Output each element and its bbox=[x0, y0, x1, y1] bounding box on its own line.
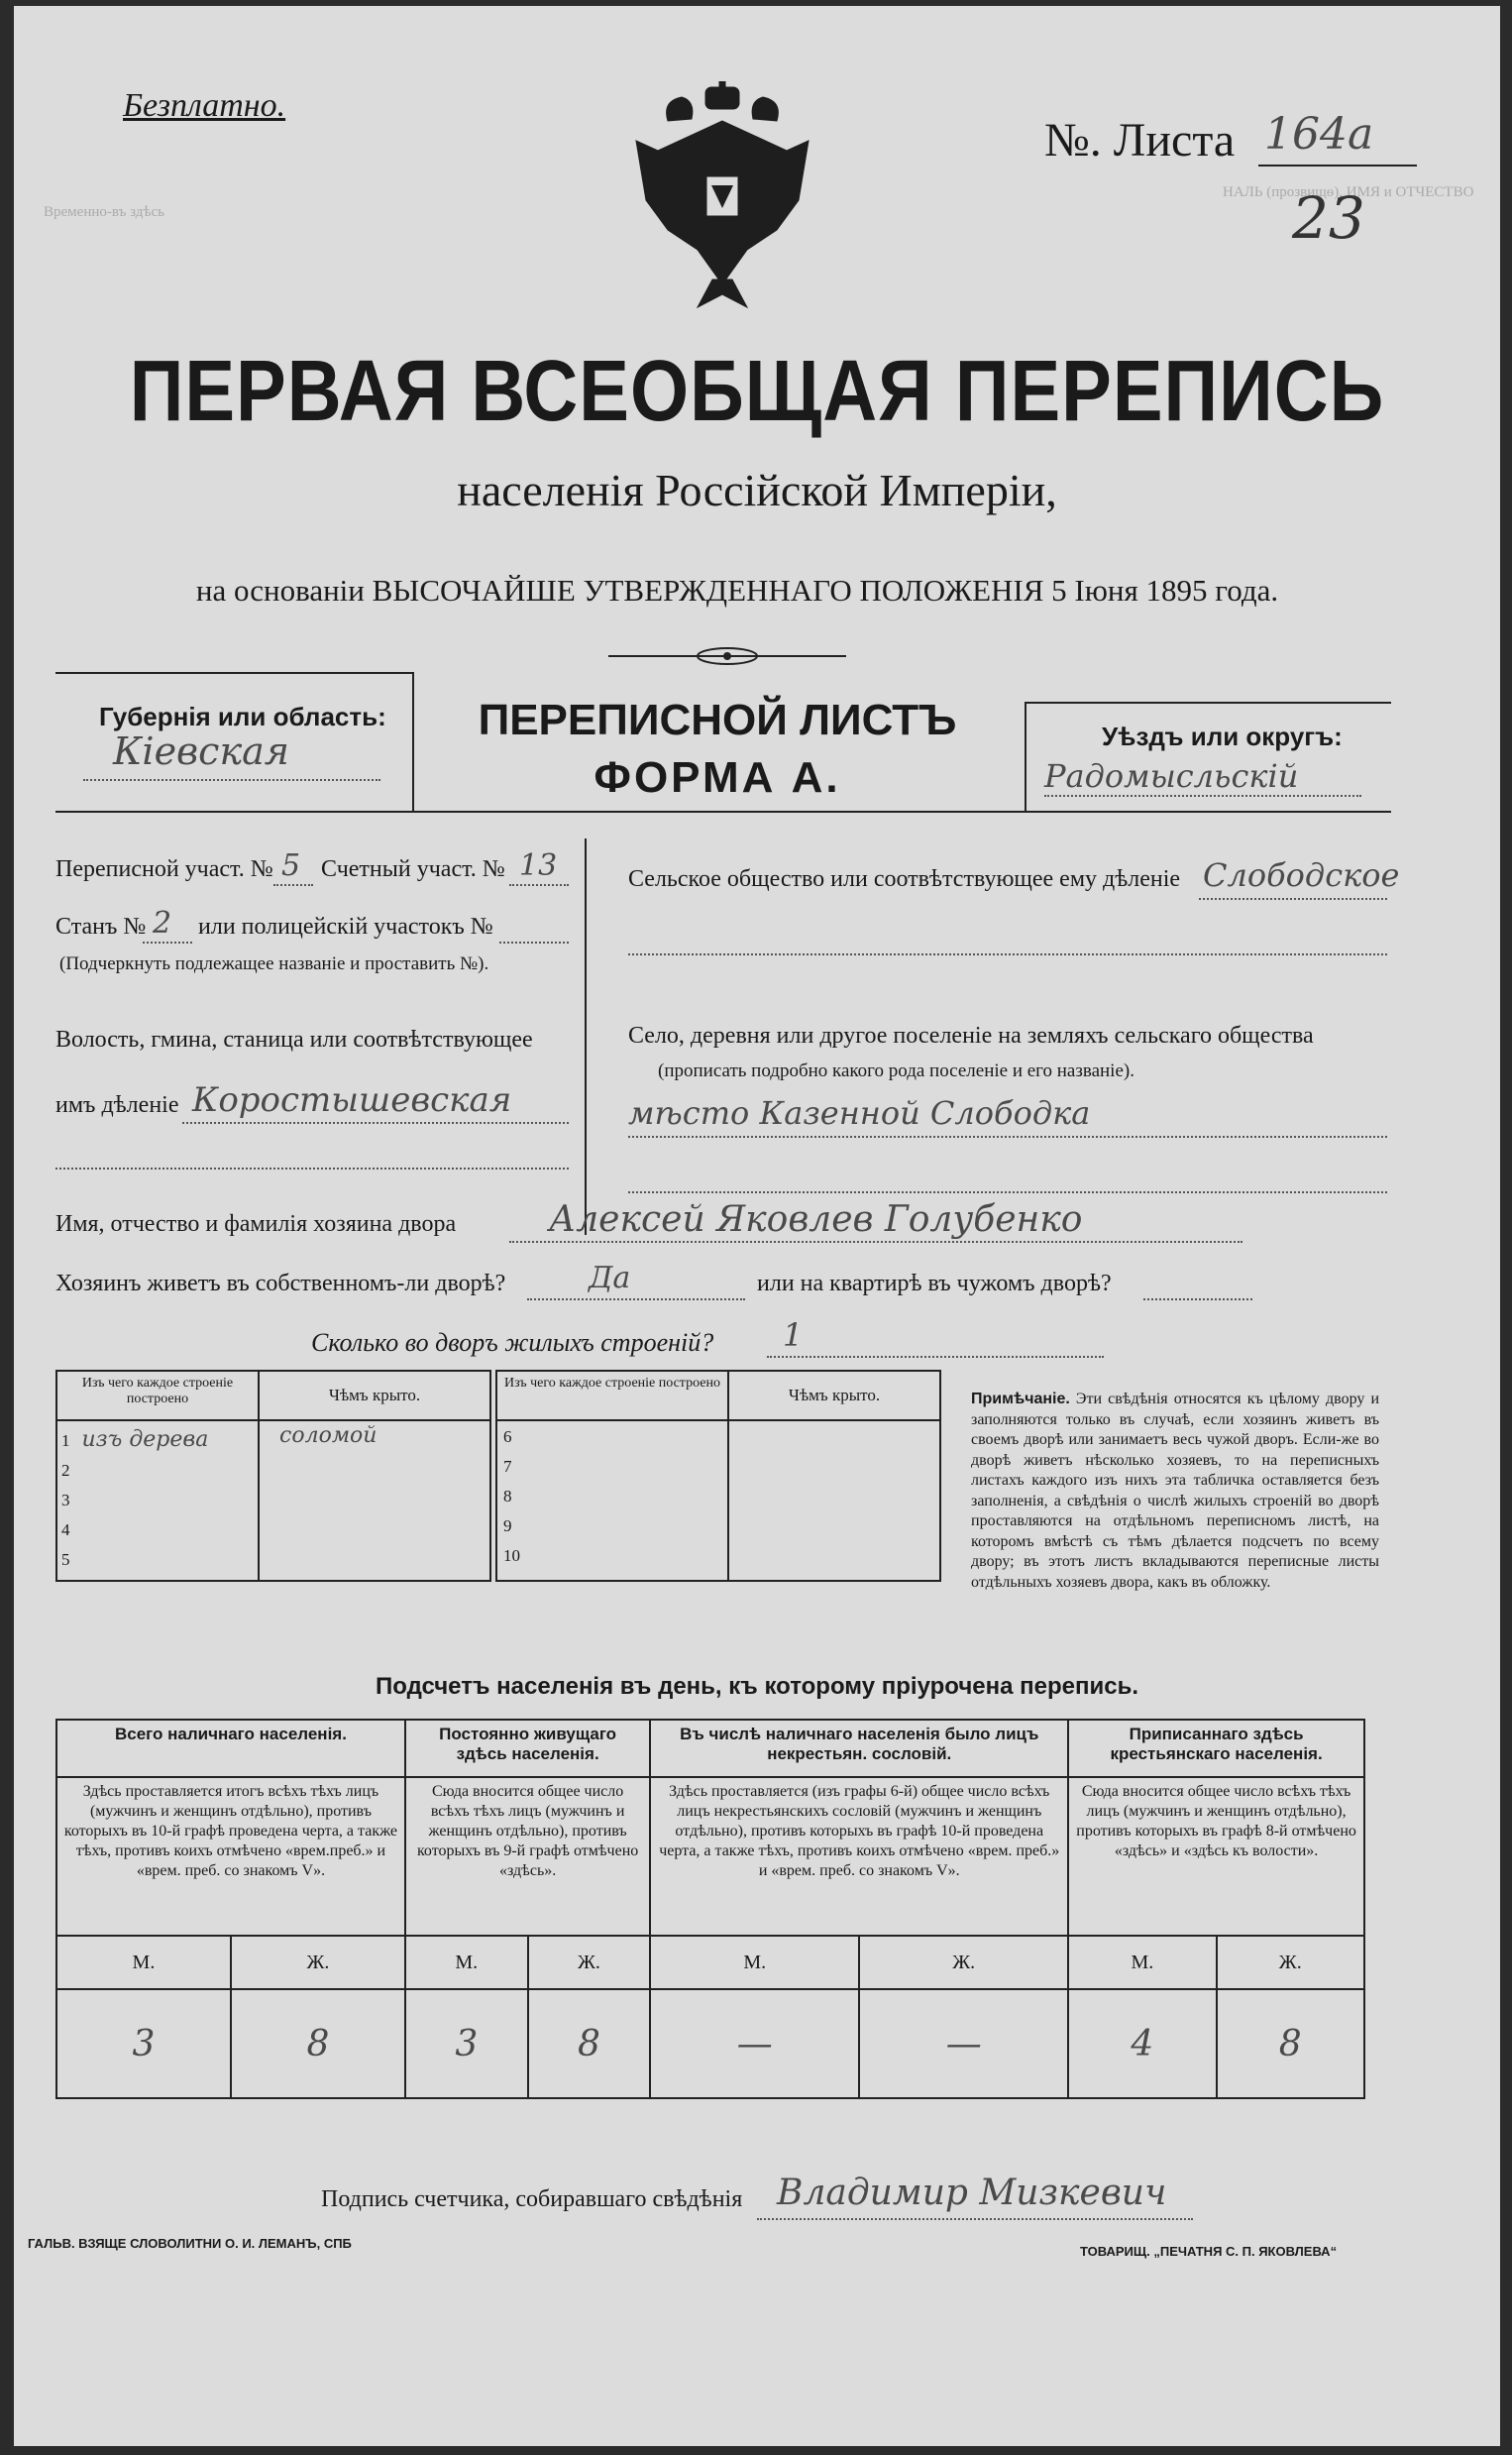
col-material-header: Изъ чего каждое строеніе построено bbox=[56, 1371, 259, 1420]
female-count: — bbox=[859, 1989, 1068, 2098]
police-label: или полицейскій участокъ № bbox=[198, 914, 493, 940]
male-header: М. bbox=[56, 1936, 231, 1989]
male-count: 3 bbox=[56, 1989, 231, 2098]
subtitle: населенія Россійской Имперіи, bbox=[457, 465, 1057, 515]
buildings-value: 1 bbox=[783, 1316, 804, 1354]
count-column-header: Приписаннаго здѣсь крестьянскаго населенія. bbox=[1068, 1720, 1364, 1777]
building-row-right: 6 bbox=[503, 1427, 512, 1446]
female-count: 8 bbox=[231, 1989, 405, 2098]
male-header: М. bbox=[405, 1936, 528, 1989]
selskoe-label: Сельское общество или соотвѣтствующее ему дѣленіе bbox=[628, 866, 1181, 892]
male-header: М. bbox=[1068, 1936, 1216, 1989]
right-rows-roof bbox=[728, 1420, 940, 1581]
selo-label: Село, деревня или другое поселеніе на земляхъ сельскаго общества bbox=[628, 1023, 1314, 1049]
ornament-divider bbox=[608, 644, 846, 668]
population-count-table bbox=[55, 1719, 1365, 2099]
building-row-left bbox=[61, 1546, 82, 1571]
free-label: Безплатно. bbox=[123, 87, 286, 124]
rent-label: или на квартирѣ въ чужомъ дворѣ? bbox=[757, 1271, 1112, 1296]
volost-value: Коростышевская bbox=[192, 1080, 512, 1120]
building-row-right: 9 bbox=[503, 1516, 512, 1535]
male-count: — bbox=[650, 1989, 859, 2098]
building-row-left bbox=[61, 1487, 82, 1511]
female-header: Ж. bbox=[231, 1936, 405, 1989]
count-title: Подсчетъ населенія въ день, къ которому пріурочена перепись. bbox=[376, 1673, 1138, 1700]
schetny-value: 13 bbox=[519, 848, 558, 883]
own-yard-label: Хозяинъ живетъ въ собственномъ-ли дворѣ? bbox=[55, 1271, 506, 1296]
schetny-label: Счетный участ. № bbox=[321, 856, 505, 882]
female-header: Ж. bbox=[859, 1936, 1068, 1989]
volost-label-line1: Волость, гмина, станица или соотвѣтствующее bbox=[55, 1027, 533, 1053]
count-column-description: Здѣсь проставляется итогъ всѣхъ тѣхъ лицъ (мужчинъ и женщинъ отдѣльно), противъ которыхъ въ 10-й графѣ проведена черта, а также тѣхъ, противъ коихъ отмѣчено «врем.преб.» и «врем. преб. со знакомъ V». bbox=[56, 1777, 405, 1936]
sheet-number-label: №. Листа bbox=[1044, 114, 1236, 167]
buildings-label: Сколько во дворъ жилыхъ строеній? bbox=[311, 1328, 714, 1357]
count-column-header: Всего наличнаго населенія. bbox=[56, 1720, 405, 1777]
note-title: Примѣчаніе. bbox=[971, 1391, 1070, 1407]
count-column-header: Въ числѣ наличнаго населенія было лицъ некрестьян. сословій. bbox=[650, 1720, 1068, 1777]
signature-value: Владимир Мизкевич bbox=[777, 2173, 1167, 2213]
main-title: ПЕРВАЯ ВСЕОБЩАЯ ПЕРЕПИСЬ bbox=[129, 342, 1385, 440]
basis-line: на основаніи ВЫСОЧАЙШЕ УТВЕРЖДЕННАГО ПОЛОЖЕНІЯ 5 Іюня 1895 года. bbox=[195, 573, 1279, 608]
female-header: Ж. bbox=[1217, 1936, 1364, 1989]
note-text: Эти свѣдѣнія относятся къ цѣлому двору и заполняются только въ случаѣ, если хозяинъ живетъ въ своемъ дворѣ или занимаетъ весь чужой дворъ. Если-же во дворѣ живетъ нѣсколько хозяевъ, то на переписныхъ листахъ каждого изъ нихъ эта табличка оставляется безъ заполненія, а свѣдѣнія о числѣ жилыхъ строеній во дворѣ проставляются на отдѣльномъ переписномъ листѣ, на которомъ вмѣстѣ съ тѣмъ дѣлается подсчетъ по всему двору; въ этотъ листъ вкладываются переписные листы отдѣльныхъ хозяевъ двора, какъ въ обложку. bbox=[971, 1391, 1380, 1591]
count-column-description: Сюда вносится общее число всѣхъ тѣхъ лицъ (мужчинъ и женщинъ отдѣльно), противъ которыхъ въ 9-й графѣ отмѣчено «здѣсь». bbox=[405, 1777, 650, 1936]
perepisnoi-value: 5 bbox=[281, 848, 301, 883]
selskoe-value: Слободское bbox=[1203, 856, 1400, 894]
census-sheet: Временно-въ здѣсь НАЛЬ (прозвищѳ), ИМЯ и ОТЧЕСТВО Безплатно. №. Листа 164а 23 ПЕРВАЯ ВСЕОБЩАЯ ПЕРЕПИСЬ населенія Россійской Имперіи, на основаніи ВЫСОЧАЙШЕ УТВЕРЖДЕННАГО ПОЛОЖЕНІЯ 5 Іюня 1895 года. Губернія или область: Кіевская ПЕРЕПИСНОЙ ЛИСТЪ ФОРМА А. Уѣздъ или округъ: Радомысльскій Переписной участ. № 5 Счетный участ. № 13 Станъ № 2 или полицейскій участокъ № (Подчеркнуть подлежащее названіе и проставить №). Волость, гмина, станица или соотвѣтствующее имъ дѣленіе Коростышевская Сельское общество или соотвѣтствующее ему дѣленіе Слободское Село, деревня или другое поселеніе на земляхъ сельскаго общества (прописать подробно какого рода поселеніе и его названіе). мѣсто Казенной Слободка Имя, отчество и фамилія хозяина двора Алексей Яковлев Голубенко Хозяинъ живетъ въ собственномъ-ли дворѣ? Да или на квартирѣ въ чужомъ дворѣ? Сколько во дворъ жилыхъ строеній? 1 Изъ чего каждое строеніе построено Чѣмъ крыто. 1 изъ дерева 2 3 4 5 соломой Изъ чего каждое строеніе построено Чѣмъ крыто. 6 7 8 9 10 Примѣчаніе. Эти свѣдѣнія относятся къ цѣлому двору и заполняются только въ случаѣ, если хозяинъ живетъ въ своемъ дворѣ или занимаетъ весь чужой дворъ. Если-же во дворѣ живетъ нѣсколько хозяевъ, то на переписныхъ листахъ каждого изъ нихъ эта табличка оставляется безъ заполненія, а свѣдѣнія о числѣ жилыхъ строеній во дворѣ проставляются на отдѣльномъ переписномъ листѣ, на которомъ вмѣстѣ съ тѣмъ дѣлается подсчетъ по всему двору; въ этотъ листъ вкладываются переписные листы отдѣльныхъ хозяевъ двора, какъ въ обложку. Подсчетъ населенія въ день, къ которому пріурочена перепись. Всего наличнаго населенія. Постоянно живущаго здѣсь населенія. Въ числѣ наличнаго населенія было лицъ некрестьян. сословій. Приписаннаго здѣсь крестьянскаго населенія. Здѣсь проставляется итогъ всѣхъ тѣхъ лицъ (мужчинъ и женщинъ отдѣльно), противъ которыхъ въ 10-й графѣ проведена черта, а также тѣхъ, противъ коихъ отмѣчено «врем.преб.» и «врем. преб. со знакомъ V». Сюда вносится общее число всѣхъ тѣхъ лицъ (мужчинъ и женщинъ отдѣльно), противъ которыхъ въ 9-й графѣ отмѣчено «здѣсь». Здѣсь проставляется (изъ графы 6-й) общее число всѣхъ лицъ некрестьянскихъ сословій (мужчинъ и женщинъ отдѣльно), противъ которыхъ въ графѣ 10-й проведена черта, а также тѣхъ, противъ коихъ отмѣчено «врем. преб.» и «врем. преб. со знакомъ V». Сюда вносится общее число всѣхъ тѣхъ лицъ (мужчинъ и женщинъ отдѣльно), противъ которыхъ въ графѣ 8-й отмѣчено «здѣсь» и «здѣсь къ волости». М. Ж. М. Ж. М. Ж. М. Ж. 3 8 3 8 — — 4 8 Подпись счетчика, собиравшаго свѣдѣнія Владимир Мизкевич ГАЛЬВ. ВЗЯЩЕ СЛОВОЛИТНИ О. И. ЛЕМАНЪ, СПБ ТОВАРИЩ. „ПЕЧАТНЯ С. П. ЯКОВЛЕВА“ bbox=[14, 6, 1500, 2446]
building-roof: соломой bbox=[279, 1423, 378, 1448]
stan-value: 2 bbox=[153, 906, 172, 941]
building-row-right: 10 bbox=[503, 1546, 520, 1565]
building-row-left bbox=[61, 1427, 208, 1452]
female-count: 8 bbox=[1217, 1989, 1364, 2098]
left-rows-material bbox=[56, 1420, 259, 1581]
imperial-eagle-icon bbox=[628, 81, 816, 309]
uezd-value: Радомысльскій bbox=[1044, 757, 1299, 795]
owner-label: Имя, отчество и фамилія хозяина двора bbox=[55, 1211, 457, 1237]
sheet-number-value: 164а bbox=[1264, 109, 1374, 160]
building-row-right: 8 bbox=[503, 1487, 512, 1506]
buildings-table-left bbox=[55, 1370, 491, 1582]
female-header: Ж. bbox=[528, 1936, 651, 1989]
selo-value: мѣсто Казенной Слободка bbox=[628, 1094, 1091, 1132]
count-column-description: Здѣсь проставляется (изъ графы 6-й) общее число всѣхъ лицъ некрестьянскихъ сословій (мужчинъ и женщинъ отдѣльно), противъ которыхъ въ графѣ 10-й проведена черта, а также тѣхъ, противъ коихъ отмѣчено «врем. преб.» и «врем. преб. со знакомъ V». bbox=[650, 1777, 1068, 1936]
printer-left: ГАЛЬВ. ВЗЯЩЕ СЛОВОЛИТНИ О. И. ЛЕМАНЪ, СПБ bbox=[28, 2236, 352, 2251]
building-material: изъ дерева bbox=[81, 1427, 209, 1452]
building-row-number: 3 bbox=[61, 1491, 70, 1509]
count-column-header: Постоянно живущаго здѣсь населенія. bbox=[405, 1720, 650, 1777]
signature-label: Подпись счетчика, собиравшаго свѣдѣнія bbox=[321, 2186, 743, 2212]
female-count: 8 bbox=[528, 1989, 651, 2098]
volost-label-line2: имъ дѣленіе bbox=[55, 1092, 179, 1118]
form-label: ФОРМА А. bbox=[594, 753, 841, 802]
buildings-note bbox=[971, 1390, 1379, 1593]
count-column-description: Сюда вносится общее число всѣхъ тѣхъ лицъ (мужчинъ и женщинъ отдѣльно), противъ которыхъ въ графѣ 8-й отмѣчено «здѣсь» и «здѣсь къ волости». bbox=[1068, 1777, 1364, 1936]
own-yard-value: Да bbox=[589, 1261, 631, 1295]
building-row-number: 1 bbox=[61, 1431, 70, 1450]
building-row-number: 5 bbox=[61, 1550, 70, 1569]
uezd-label: Уѣздъ или округъ: bbox=[1102, 722, 1343, 751]
building-row-number: 2 bbox=[61, 1461, 70, 1480]
building-row-left bbox=[61, 1516, 82, 1541]
gubernia-label: Губернія или область: bbox=[99, 702, 386, 731]
building-row-left bbox=[61, 1457, 82, 1482]
sheet-label: ПЕРЕПИСНОЙ ЛИСТЪ bbox=[478, 696, 957, 744]
underline-note: (Подчеркнуть подлежащее названіе и проставить №). bbox=[59, 953, 489, 974]
building-row-number: 4 bbox=[61, 1520, 70, 1539]
col-roof-header: Чѣмъ крыто. bbox=[259, 1371, 490, 1420]
male-header: М. bbox=[650, 1936, 859, 1989]
male-count: 4 bbox=[1068, 1989, 1216, 2098]
selo-note: (прописать подробно какого рода поселеніе и его названіе). bbox=[658, 1060, 1134, 1081]
male-count: 3 bbox=[405, 1989, 528, 2098]
archive-number: 23 bbox=[1292, 184, 1365, 252]
owner-value: Алексей Яковлев Голубенко bbox=[549, 1199, 1083, 1240]
printer-right: ТОВАРИЩ. „ПЕЧАТНЯ С. П. ЯКОВЛЕВА“ bbox=[1080, 2244, 1338, 2259]
building-row-right: 7 bbox=[503, 1457, 512, 1476]
gubernia-value: Кіевская bbox=[113, 729, 289, 773]
col-roof-header-right: Чѣмъ крыто. bbox=[728, 1371, 940, 1420]
buildings-table-right bbox=[495, 1370, 941, 1582]
stan-label: Станъ № bbox=[55, 914, 147, 940]
right-rows-material bbox=[496, 1420, 728, 1581]
perepisnoi-label: Переписной участ. № bbox=[55, 856, 273, 882]
left-rows-roof bbox=[259, 1420, 490, 1581]
col-material-header-right: Изъ чего каждое строеніе построено bbox=[496, 1371, 728, 1420]
